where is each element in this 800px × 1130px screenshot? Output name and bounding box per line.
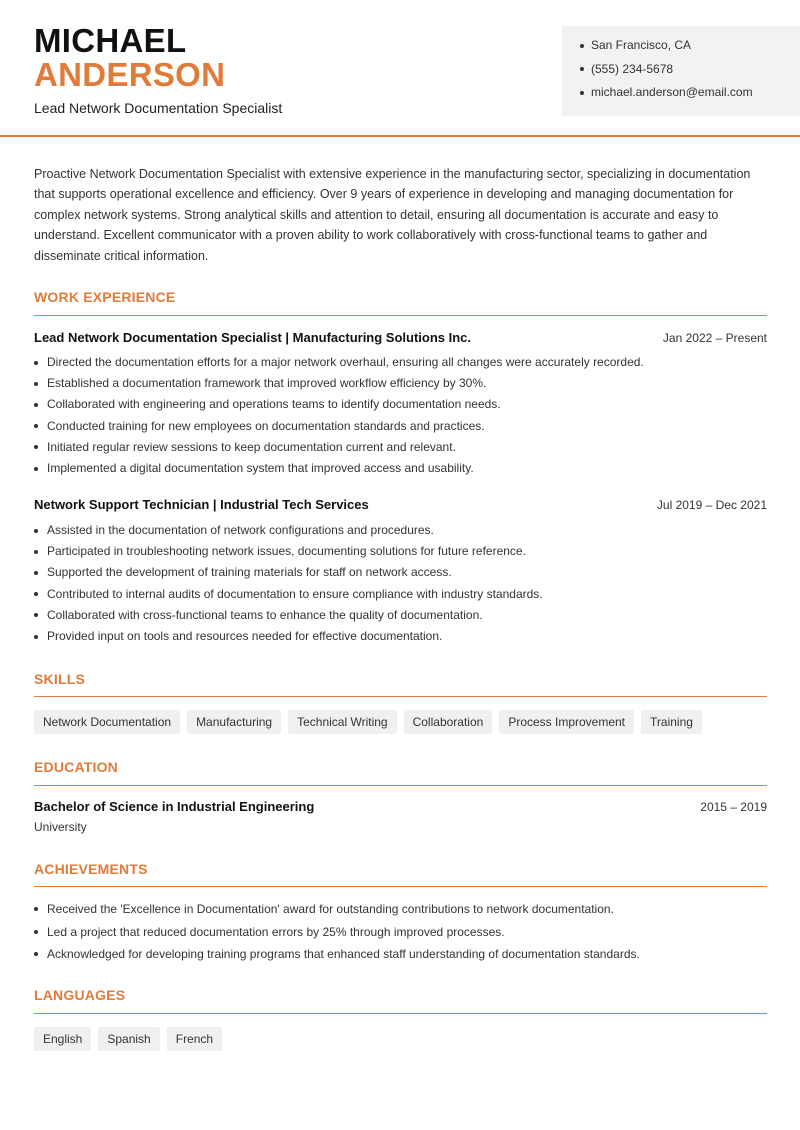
bullet-icon — [34, 930, 38, 934]
list-item — [34, 605, 767, 626]
bullet-icon — [34, 952, 38, 956]
bullet-icon — [580, 44, 584, 48]
work-experience-heading: WORK EXPERIENCE — [34, 289, 176, 305]
job-bullets — [34, 520, 767, 647]
list-item — [34, 437, 767, 458]
skills-heading: SKILLS — [34, 671, 85, 687]
section-divider — [34, 886, 767, 887]
job-role: Network Support Technician | Industrial Tech Services — [34, 497, 369, 512]
bullet-text: Implemented a digital documentation system that improved access and usability. — [47, 460, 474, 475]
list-item — [34, 520, 767, 541]
bullet-text: Provided input on tools and resources needed for effective documentation. — [47, 628, 443, 643]
bullet-icon — [34, 592, 38, 596]
list-item — [34, 541, 767, 562]
language-chip: Spanish — [98, 1027, 159, 1051]
bullet-text: Contributed to internal audits of documentation to ensure compliance with industry standards. — [47, 586, 543, 601]
education-dates: 2015 – 2019 — [700, 800, 767, 814]
bullet-icon — [580, 67, 584, 71]
languages-list — [34, 1027, 222, 1051]
resume-header — [0, 0, 800, 137]
bullet-text: Directed the documentation efforts for a major network overhaul, ensuring all changes were accurately recorded. — [47, 355, 644, 369]
education-heading: EDUCATION — [34, 759, 118, 775]
job-dates: Jul 2019 – Dec 2021 — [656, 498, 767, 512]
skill-chip: Manufacturing — [187, 710, 281, 734]
skill-chip: Collaboration — [404, 710, 493, 734]
contact-email-text: michael.anderson@email.com — [591, 85, 753, 99]
job-title: Lead Network Documentation Specialist — [34, 100, 283, 116]
achievements-list — [34, 898, 767, 966]
bullet-icon — [34, 907, 38, 911]
degree: Bachelor of Science in Industrial Engineering — [34, 799, 315, 814]
list-item — [34, 626, 767, 647]
list-item — [34, 921, 767, 944]
section-divider — [34, 1013, 767, 1014]
bullet-text: Assisted in the documentation of network configurations and procedures. — [47, 523, 434, 537]
job-bullets — [34, 352, 767, 479]
skill-chip: Technical Writing — [288, 710, 396, 734]
bullet-icon — [34, 635, 38, 639]
contact-location — [580, 34, 800, 58]
contact-phone-text: (555) 234-5678 — [591, 61, 674, 76]
language-chip: French — [167, 1027, 222, 1051]
last-name: ANDERSON — [34, 56, 226, 93]
school-name: University — [34, 820, 87, 834]
list-item — [34, 394, 767, 415]
bullet-icon — [34, 424, 38, 428]
contact-box — [562, 26, 800, 116]
summary-paragraph: Proactive Network Documentation Specialist with extensive experience in the manufacturing sector, specializing in documentation that supports operational excellence and efficiency. Over 9 years of experience in developing and managing documentation for complex network systems. Strong analytical skills and attention to detail, ensuring all documentation is accurate and easy to understand. Excellent communicator with a proven ability to work collaboratively with cross-functional teams to gather and disseminate critical information. — [34, 167, 751, 263]
list-item — [34, 562, 767, 583]
first-name: MICHAEL — [34, 22, 187, 59]
list-item — [34, 584, 767, 605]
bullet-icon — [34, 550, 38, 554]
list-item — [34, 898, 767, 921]
bullet-text: Collaborated with engineering and operations teams to identify documentation needs. — [47, 397, 501, 412]
bullet-icon — [34, 571, 38, 575]
contact-location-text: San Francisco, CA — [591, 38, 692, 52]
list-item — [34, 416, 767, 437]
bullet-text: Conducted training for new employees on documentation standards and practices. — [47, 418, 485, 433]
job-role: Lead Network Documentation Specialist | Manufacturing Solutions Inc. — [34, 330, 472, 345]
contact-email — [580, 81, 800, 105]
bullet-text: Established a documentation framework that improved workflow efficiency by 30%. — [47, 376, 487, 391]
achievement-text: Led a project that reduced documentation errors by 25% through improved processes. — [47, 924, 505, 939]
section-divider — [34, 696, 767, 697]
skill-chip: Network Documentation — [34, 710, 180, 734]
list-item — [34, 373, 767, 394]
section-divider — [34, 315, 767, 316]
job-dates: Jan 2022 – Present — [662, 331, 767, 345]
languages-heading: LANGUAGES — [34, 987, 126, 1003]
bullet-icon — [34, 467, 38, 471]
achievement-text: Acknowledged for developing training programs that enhanced staff understanding of documentation standards. — [47, 947, 640, 961]
bullet-text: Supported the development of training materials for staff on network access. — [47, 565, 452, 580]
achievement-text: Received the 'Excellence in Documentation' award for outstanding contributions to network documentation. — [47, 902, 614, 916]
list-item — [34, 943, 767, 966]
job-header — [34, 497, 767, 512]
language-chip: English — [34, 1027, 91, 1051]
bullet-text: Collaborated with cross-functional teams to enhance the quality of documentation. — [47, 607, 483, 622]
bullet-text: Participated in troubleshooting network issues, documenting solutions for future reference. — [47, 544, 526, 559]
bullet-icon — [34, 382, 38, 386]
skill-chip: Process Improvement — [499, 710, 634, 734]
bullet-icon — [34, 445, 38, 449]
achievements-heading: ACHIEVEMENTS — [34, 861, 148, 877]
bullet-icon — [34, 403, 38, 407]
skill-chip: Training — [641, 710, 702, 734]
bullet-icon — [580, 91, 584, 95]
education-header — [34, 799, 767, 814]
section-divider — [34, 785, 767, 786]
skills-list — [34, 710, 702, 734]
bullet-icon — [34, 613, 38, 617]
job-header — [34, 330, 767, 345]
bullet-icon — [34, 361, 38, 365]
bullet-text: Initiated regular review sessions to keep documentation current and relevant. — [47, 439, 456, 454]
list-item — [34, 352, 767, 373]
list-item — [34, 458, 767, 479]
contact-phone — [580, 58, 800, 82]
bullet-icon — [34, 529, 38, 533]
